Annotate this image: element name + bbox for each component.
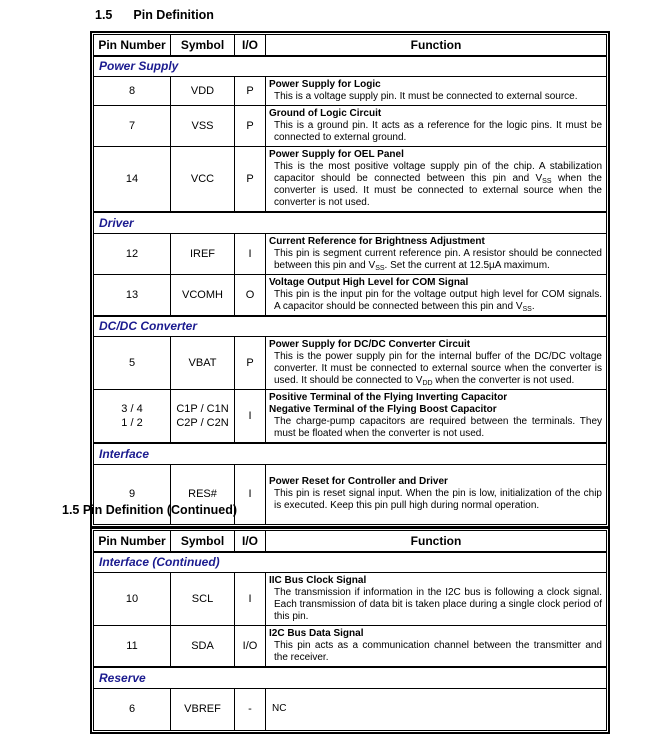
pin-number-cell: 3 / 4 1 / 2: [94, 390, 171, 444]
column-header-i-o: I/O: [235, 531, 266, 552]
section-header-dc-dc-converter: DC/DC Converter: [94, 316, 607, 337]
pin-row: [94, 147, 607, 213]
pin-row: [94, 106, 607, 147]
function-description: The transmission if information in the I2C bus is following a clock signal. Each transmission of data bit is taken place during a single clock period of this pin.: [274, 587, 602, 622]
function-description: This is the power supply pin for the internal buffer of the DC/DC voltage converter. It must be connected to external source when the converter is used. It should be connected to $V_{DD}$ when the converter is not used.: [274, 351, 602, 387]
page-title: [95, 8, 214, 22]
symbol-cell: SCL: [171, 573, 235, 626]
io-cell: I: [235, 390, 266, 444]
section-row: [94, 667, 607, 688]
io-cell: I/O: [235, 626, 266, 668]
header-row: [94, 531, 607, 552]
pin-definition-continued-table: [90, 527, 610, 734]
column-header-symbol: Symbol: [171, 531, 235, 552]
io-cell: I: [235, 573, 266, 626]
column-header-symbol: Symbol: [171, 35, 235, 56]
symbol-cell: C1P / C1N C2P / C2N: [171, 390, 235, 444]
continued-page-title: 1.5 Pin Definition (Continued): [62, 503, 237, 517]
section-header-driver: Driver: [94, 212, 607, 233]
function-cell: [266, 390, 607, 444]
io-cell: O: [235, 274, 266, 316]
function-title: Power Supply for OEL Panel: [269, 149, 404, 160]
column-header-pin-number: Pin Number: [94, 531, 171, 552]
pin-definition-table-grid: [93, 34, 607, 525]
function-description: This pin is segment current reference pin. A resistor should be connected between this pin and $V_{SS}$. Set the current at 12.5µA maximum.: [274, 247, 602, 272]
pin-number-cell: 6: [94, 688, 171, 730]
pin-number-cell: 9: [94, 464, 171, 524]
section-number: 1.5: [95, 8, 113, 22]
symbol-cell: VSS: [171, 106, 235, 147]
column-header-pin-number: Pin Number: [94, 35, 171, 56]
section-row: [94, 316, 607, 337]
pin-row: [94, 626, 607, 668]
symbol-cell: VCOMH: [171, 274, 235, 316]
symbol-cell: VDD: [171, 77, 235, 106]
pin-row: [94, 274, 607, 316]
function-cell: [266, 626, 607, 668]
pin-row: [94, 573, 607, 626]
symbol-cell: VBREF: [171, 688, 235, 730]
pin-number-cell: 8: [94, 77, 171, 106]
function-cell: [266, 274, 607, 316]
function-cell: [266, 106, 607, 147]
io-cell: I: [235, 464, 266, 524]
section-row: [94, 552, 607, 573]
io-cell: P: [235, 337, 266, 390]
symbol-cell: VCC: [171, 147, 235, 213]
io-cell: P: [235, 77, 266, 106]
function-cell: [266, 464, 607, 524]
pin-number-cell: 14: [94, 147, 171, 213]
column-header-function: Function: [266, 531, 607, 552]
symbol-cell: SDA: [171, 626, 235, 668]
io-cell: P: [235, 106, 266, 147]
function-description: This pin acts as a communication channel between the transmitter and the receiver.: [274, 640, 602, 663]
column-header-i-o: I/O: [235, 35, 266, 56]
pin-definition-continued-table-grid: [93, 530, 607, 731]
section-row: [94, 212, 607, 233]
function-title: Power Reset for Controller and Driver: [269, 476, 448, 487]
function-description: This pin is reset signal input. When the pin is low, initialization of the chip is executed. Keep this pin pull high during normal operation.: [274, 488, 602, 511]
function-description: This pin is the input pin for the voltage output high level for COM signals. A capacitor should be connected between this pin and $V_{SS}$.: [274, 288, 602, 313]
section-header-interface: Interface: [94, 443, 607, 464]
pin-definition-table: [90, 31, 610, 528]
section-row: [94, 56, 607, 77]
header-row: [94, 35, 607, 56]
function-cell: [266, 337, 607, 390]
function-description: This is a ground pin. It acts as a reference for the logic pins. It must be connected to external ground.: [274, 120, 602, 143]
symbol-cell: VBAT: [171, 337, 235, 390]
section-header-interface-continued-: Interface (Continued): [94, 552, 607, 573]
symbol-cell: IREF: [171, 233, 235, 274]
function-title: Current Reference for Brightness Adjustment: [269, 235, 485, 247]
pin-row: [94, 77, 607, 106]
pin-row: [94, 337, 607, 390]
column-header-function: Function: [266, 35, 607, 56]
function-title: Ground of Logic Circuit: [269, 108, 382, 119]
pin-number-cell: 5: [94, 337, 171, 390]
section-title: Pin Definition: [133, 8, 214, 22]
function-title: Negative Terminal of the Flying Boost Capacitor: [269, 404, 497, 415]
function-cell: [266, 688, 607, 730]
function-cell: [266, 233, 607, 274]
pin-row: [94, 390, 607, 444]
function-description: The charge-pump capacitors are required between the terminals. They must be floated when the converter is not used.: [274, 416, 602, 439]
pin-number-cell: 10: [94, 573, 171, 626]
io-cell: I: [235, 233, 266, 274]
function-description: This is the most positive voltage supply pin of the chip. A stabilization capacitor should be connected between this pin and $V_{SS}$ when the converter is used. It must be connected to external source when the converter is not used.: [274, 161, 602, 208]
function-title: Voltage Output High Level for COM Signal: [269, 276, 469, 288]
function-title: Power Supply for DC/DC Converter Circuit: [269, 339, 471, 350]
pin-number-cell: 12: [94, 233, 171, 274]
symbol-cell: RES#: [171, 464, 235, 524]
pin-row: [94, 233, 607, 274]
function-cell: [266, 77, 607, 106]
pin-row: [94, 688, 607, 730]
function-title: I2C Bus Data Signal: [269, 628, 364, 639]
function-title: IIC Bus Clock Signal: [269, 575, 367, 586]
section-header-reserve: Reserve: [94, 667, 607, 688]
function-cell: [266, 147, 607, 213]
pin-number-cell: 13: [94, 274, 171, 316]
io-cell: -: [235, 688, 266, 730]
section-header-power-supply: Power Supply: [94, 56, 607, 77]
section-row: [94, 443, 607, 464]
function-title: Positive Terminal of the Flying Inverting Capacitor: [269, 392, 508, 403]
function-description: This is a voltage supply pin. It must be connected to external source.: [274, 91, 578, 102]
function-title: Power Supply for Logic: [269, 79, 381, 90]
function-cell: [266, 573, 607, 626]
pin-number-cell: 11: [94, 626, 171, 668]
pin-number-cell: 7: [94, 106, 171, 147]
function-description: NC: [272, 703, 287, 714]
io-cell: P: [235, 147, 266, 213]
